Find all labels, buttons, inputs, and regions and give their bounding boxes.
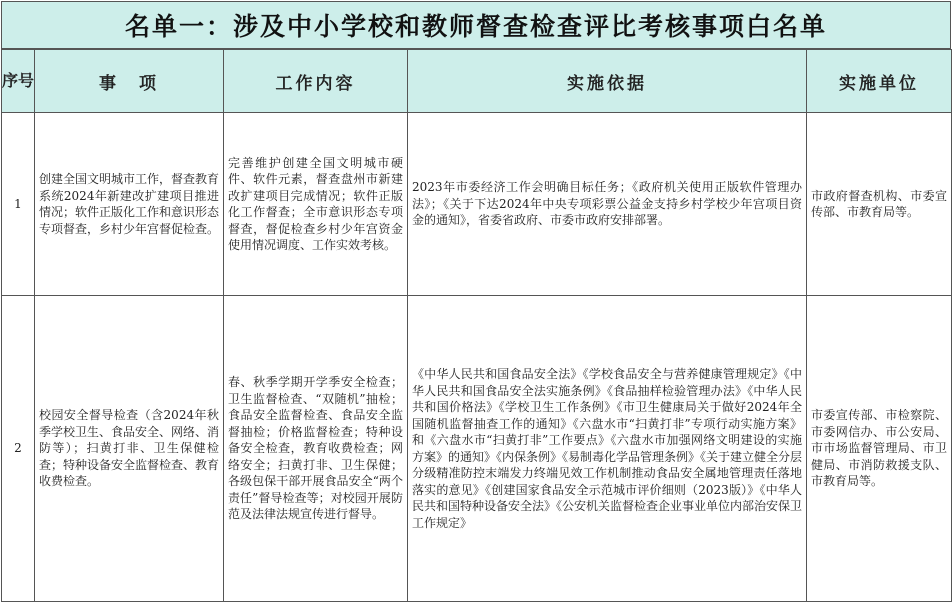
header-content: 工作内容 <box>224 50 408 113</box>
row-content <box>224 296 408 602</box>
row-basis-text: 《中华人民共和国食品安全法》《学校食品安全与营养健康管理规定》《中华人民共和国食品安全法实施条例》《食品抽样检验管理办法》《中华人民共和国价格法》《学校卫生工作条例》《市卫生健康局关于做好2024年全国随机监督抽查工作的通知》《六盘水市“扫黄打非”专项行动实施方案》和《六盘水市“扫黄打非”工作要点》《六盘水市加强网络文明建设的实施方案》的通知》《内保条例》《易制毒化学品管理条例》《关于建立健全分层分级精准防控末端发力终端见效工作机制推动食品安全属地管理责任落地落实的意见》《创建国家食品安全示范城市评价细则（2023版）》《中华人民共和国特种设备安全法》《公安机关监督检查企业事业单位内部治安保卫工作规定》 <box>412 367 803 530</box>
table-header-row <box>2 50 952 113</box>
row-item-text: 校园安全督导检查（含2024年秋季学校卫生、食品安全、网络、消防等）；扫黄打非、卫生保健检查；特种设备安全监督检查、教育收费检查。 <box>39 408 220 489</box>
row-basis-text: 2023年市委经济工作会明确目标任务；《政府机关使用正版软件管理办法》；《关于下达2024年中央专项彩票公益金支持乡村学校少年宫项目资金的通知》，省委省政府、市委市政府安排部署。 <box>412 180 802 228</box>
row-seq: 2 <box>2 296 35 602</box>
row-unit <box>807 113 952 296</box>
row-unit-text: 市委宣传部、市检察院、市委网信办、市公安局、市市场监督管理局、市卫健局、市消防救援支队、市教育局等。 <box>811 408 947 489</box>
table-row <box>2 113 952 296</box>
row-seq: 1 <box>2 113 35 296</box>
row-content <box>224 113 408 296</box>
row-basis <box>408 113 807 296</box>
row-item <box>35 113 224 296</box>
row-content-text: 完善维护创建全国文明城市硬件、软件元素，督查盘州市新建改扩建项目完成情况；软件正版化工作督查；全市意识形态专项督查，督促检查乡村少年宫资金使用情况调度、工作实效考核。 <box>228 155 403 252</box>
row-item-text: 创建全国文明城市工作，督查教育系统2024年新建改扩建项目推进情况；软件正版化工作和意识形态专项督查，乡村少年宫督促检查。 <box>39 172 220 236</box>
header-basis: 实施依据 <box>408 50 807 113</box>
whitelist-sheet <box>1 1 951 602</box>
row-basis <box>408 296 807 602</box>
header-unit: 实施单位 <box>807 50 952 113</box>
page-title: 名单一：涉及中小学校和教师督查检查评比考核事项白名单 <box>1 1 951 49</box>
whitelist-table <box>1 49 952 602</box>
row-unit-text: 市政府督查机构、市委宣传部、市教育局等。 <box>811 188 947 219</box>
row-item <box>35 296 224 602</box>
row-unit <box>807 296 952 602</box>
header-seq: 序号 <box>2 50 35 113</box>
row-content-text: 春、秋季学期开学季安全检查；卫生监督检查、“双随机”抽检；食品安全监督检查、食品安全监督抽检；价格监督检查；特种设备安全检查，教育收费检查；网络安全；扫黄打非、卫生保健；各级包保干部开展食品安全“两个责任”督导检查等；对校园开展防范及法律法规宣传进行督导。 <box>228 375 403 522</box>
table-row <box>2 296 952 602</box>
header-item: 事 项 <box>35 50 224 113</box>
